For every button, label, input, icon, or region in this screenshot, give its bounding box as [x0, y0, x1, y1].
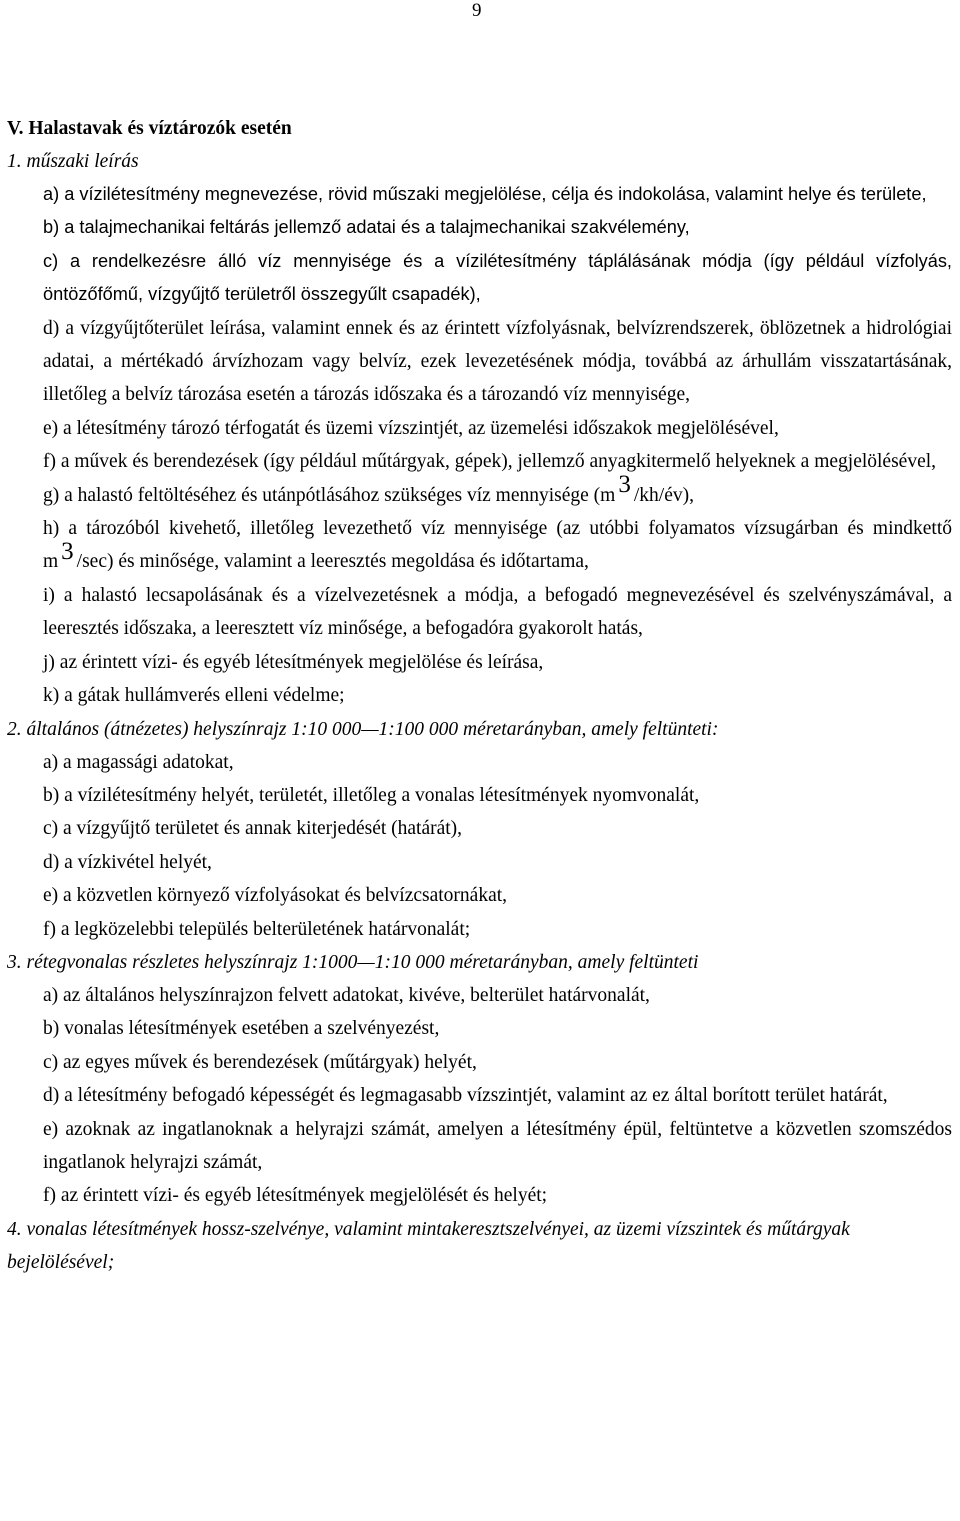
item-text-before: g) a halastó feltöltéséhez és utánpótlásához szükséges víz mennyisége (m: [43, 484, 616, 506]
section-title: 1. műszaki leírás: [7, 151, 139, 172]
section-title: 2. általános (átnézetes) helyszínrajz 1:10 000—1:100 000 méretarányban, amely feltünteti:: [7, 718, 719, 740]
list-item: j) az érintett vízi- és egyéb létesítmények megjelölése és leírása,: [43, 651, 544, 673]
list-item: d) a vízkivétel helyét,: [43, 851, 212, 873]
list-item: c) a vízgyűjtő területet és annak kiterjedését (határát),: [43, 818, 463, 840]
list-item: b) a vízilétesítmény helyét, területét, illetőleg a vonalas létesítmények nyomvonalát,: [43, 784, 700, 806]
section-heading: V. Halastavak és víztározók esetén: [7, 118, 292, 139]
item-text-before: h) a tározóból kivehető, illetőleg levezethető víz mennyisége (az utóbbi folyamatos vízsugárban és mindkettő m: [43, 518, 952, 573]
superscript: 3: [618, 470, 631, 498]
list-item: e) a közvetlen környező vízfolyásokat és belvízcsatornákat,: [43, 885, 508, 907]
section-1: [7, 145, 952, 713]
section-4: [7, 1213, 952, 1279]
list-item: a) a vízilétesítmény megnevezése, rövid műszaki megjelölése, célja és indokolása, valamint helye és területe,: [43, 184, 927, 204]
page-number: 9: [472, 0, 482, 21]
list-item: [7, 512, 952, 579]
list-item: c) az egyes művek és berendezések (műtárgyak) helyét,: [43, 1051, 477, 1073]
section-title: 4. vonalas létesítmények hossz-szelvénye, valamint mintakeresztszelvényei, az üzemi vízszintek és műtárgyak bejelölésével;: [7, 1218, 850, 1273]
list-item: b) a talajmechanikai feltárás jellemző adatai és a talajmechanikai szakvélemény,: [43, 217, 690, 238]
section-3: [7, 946, 952, 1213]
list-item: f) a legközelebbi település belterületének határvonalát;: [43, 918, 471, 940]
list-item: f) az érintett vízi- és egyéb létesítmények megjelölését és helyét;: [43, 1185, 548, 1207]
list-item: e) a létesítmény tározó térfogatát és üzemi vízszintjét, az üzemelési időszakok megjelölésével,: [43, 417, 779, 439]
list-item: i) a halastó lecsapolásának és a vízelvezetésnek a módja, a befogadó megnevezésével és szelvényszámával, a leeresztés időszaka, a leeresztett víz minősége, a befogadóra gyakorolt hatás,: [43, 584, 952, 640]
sections-list: [7, 145, 952, 1279]
section-title: 3. rétegvonalas részletes helyszínrajz 1:1000—1:10 000 méretarányban, amely feltünteti: [7, 951, 699, 973]
list-item: c) a rendelkezésre álló víz mennyisége és a vízilétesítmény táplálásának módja (így például vízfolyás, öntözőfőmű, vízgyűjtő területről összegyűlt csapadék),: [43, 250, 952, 305]
list-item: [7, 470, 952, 512]
item-text-after: /sec) és minősége, valamint a leeresztés megoldása és időtartama,: [76, 551, 589, 573]
list-item: b) vonalas létesítmények esetében a szelvényezést,: [43, 1018, 440, 1040]
item-text-after: /kh/év),: [633, 484, 694, 506]
list-item: d) a létesítmény befogadó képességét és legmagasabb vízszintjét, valamint az ez által borított terület határát,: [43, 1085, 888, 1107]
list-item: a) a magassági adatokat,: [43, 751, 234, 773]
section-2: [7, 713, 952, 946]
list-item: k) a gátak hullámverés elleni védelme;: [43, 685, 345, 707]
document-body: [7, 112, 952, 1279]
list-item: f) a művek és berendezések (így például műtárgyak, gépek), jellemző anyagkitermelő helyeknek a megjelölésével,: [43, 451, 937, 473]
superscript: 3: [61, 537, 74, 565]
list-item: a) az általános helyszínrajzon felvett adatokat, kivéve, belterület határvonalát,: [43, 984, 650, 1006]
list-item: d) a vízgyűjtőterület leírása, valamint ennek és az érintett vízfolyásnak, belvízrendszerek, öblözetnek a hidrológiai adatai, a mértékadó árvízhozam vagy belvíz, ezek levezetésének módja, továbbá az árhullám visszatartásának, illetőleg a belvíz tározása esetén a tározás időszaka és a tározandó víz mennyisége,: [43, 317, 952, 406]
list-item: e) azoknak az ingatlanoknak a helyrajzi számát, amelyen a létesítmény épül, feltüntetve a közvetlen szomszédos ingatlanok helyrajzi számát,: [43, 1118, 952, 1173]
